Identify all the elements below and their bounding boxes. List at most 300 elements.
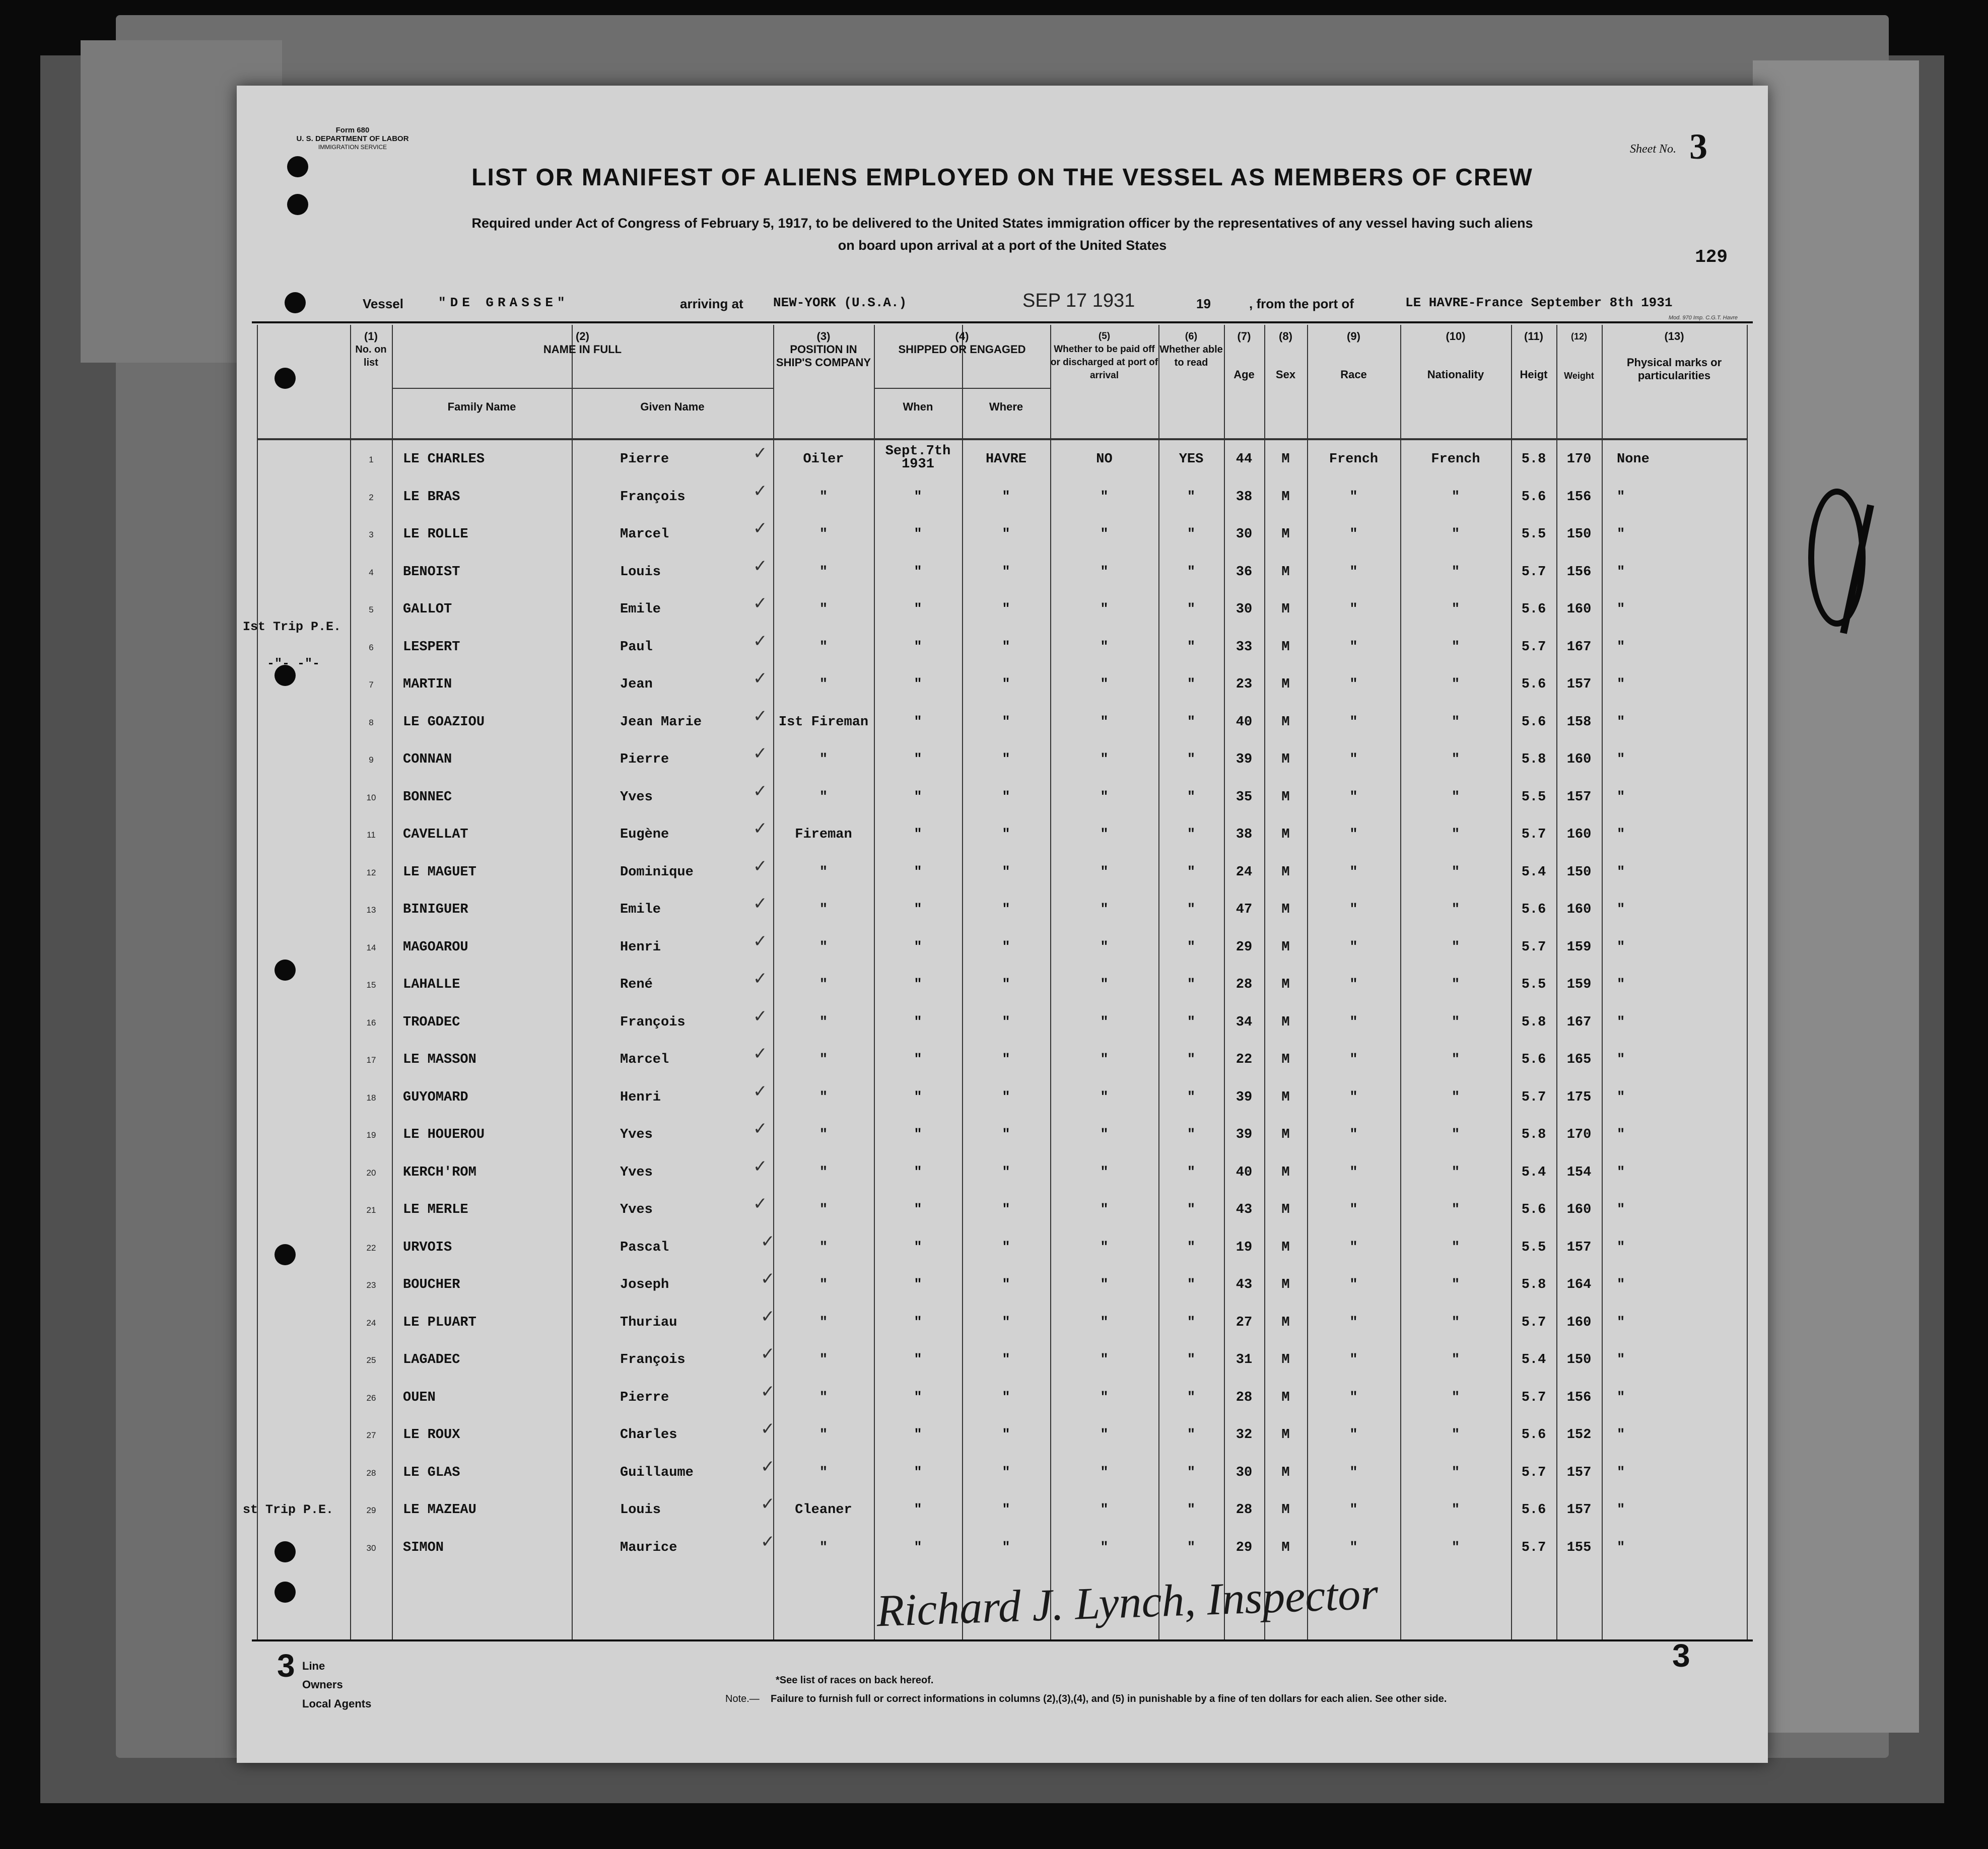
cell-marks: " <box>1617 1502 1625 1518</box>
footer-local-agents: Local Agents <box>302 1697 372 1710</box>
check-mark-icon: ✓ <box>753 1044 768 1064</box>
cell-when: " <box>914 902 922 917</box>
check-mark-icon: ✓ <box>753 856 768 876</box>
check-mark-icon: ✓ <box>761 1456 775 1477</box>
cell-marks: " <box>1617 639 1625 655</box>
cell-height: 5.6 <box>1521 902 1546 917</box>
cell-nationality: " <box>1451 527 1460 542</box>
cell-nationality: " <box>1451 1390 1460 1405</box>
rule <box>252 1639 1753 1641</box>
sheet-number <box>1630 126 1707 168</box>
cell-when: " <box>914 1390 922 1405</box>
cell-read: " <box>1187 677 1196 692</box>
cell-age: 30 <box>1236 1465 1253 1480</box>
cell-sex: M <box>1281 1240 1290 1255</box>
cell-paid: " <box>1100 977 1109 992</box>
form-number: Form 680 <box>335 126 370 134</box>
footer-note: Failure to furnish full or correct informations in columns (2),(3),(4), and (5) in punishable by a fine of ten dollars for each alien. See other side. <box>771 1693 1447 1704</box>
cell-height: 5.6 <box>1521 677 1546 692</box>
cell-weight: 154 <box>1566 1165 1592 1180</box>
cell-weight: 165 <box>1566 1052 1592 1067</box>
cell-family: LE ROUX <box>403 1427 460 1443</box>
cell-when: " <box>914 864 922 880</box>
cell-height: 5.7 <box>1521 939 1546 955</box>
header-sex: (8) Sex <box>1275 330 1296 381</box>
cell-read: " <box>1187 1352 1196 1367</box>
row-number: 23 <box>366 1280 376 1290</box>
row-number: 3 <box>369 530 374 539</box>
from-label: , from the port of <box>1249 296 1354 311</box>
cell-sex: M <box>1281 1202 1290 1217</box>
cell-position: Ist Fireman <box>778 714 869 730</box>
row-number: 18 <box>366 1092 376 1103</box>
table-row <box>257 629 1748 666</box>
cell-weight: 158 <box>1566 714 1592 730</box>
cell-sex: M <box>1281 1014 1290 1030</box>
cell-marks: " <box>1617 902 1625 917</box>
cell-when: " <box>914 527 922 542</box>
cell-family: BONNEC <box>403 789 452 805</box>
cell-given: Yves <box>620 1127 653 1142</box>
cell-marks: " <box>1617 1165 1625 1180</box>
cell-nationality: " <box>1451 752 1460 767</box>
row-number: 20 <box>366 1168 376 1178</box>
cell-family: LE MAGUET <box>403 864 476 880</box>
cell-when: " <box>914 1277 922 1292</box>
cell-race: " <box>1349 939 1358 955</box>
cell-position: " <box>819 1089 828 1105</box>
inspector-signature: Richard J. Lynch, Inspector <box>875 1568 1379 1636</box>
cell-nationality: " <box>1451 1240 1460 1255</box>
cell-height: 5.7 <box>1521 564 1546 580</box>
form-identification <box>277 126 428 152</box>
cell-sex: M <box>1281 1315 1290 1330</box>
cell-height: 5.7 <box>1521 1315 1546 1330</box>
cell-nationality: " <box>1451 864 1460 880</box>
cell-position: " <box>819 1390 828 1405</box>
cell-nationality: " <box>1451 1127 1460 1142</box>
check-mark-icon: ✓ <box>753 593 768 613</box>
cell-race: " <box>1349 1540 1358 1555</box>
cell-race: " <box>1349 1165 1358 1180</box>
cell-paid: " <box>1100 864 1109 880</box>
cell-marks: " <box>1617 939 1625 955</box>
cell-family: LAHALLE <box>403 977 460 992</box>
cell-marks: " <box>1617 1315 1625 1330</box>
cell-paid: " <box>1100 714 1109 730</box>
header-paid-off: (5) Whether to be paid off or discharged at port of arrival <box>1050 331 1158 381</box>
cell-sex: M <box>1281 1390 1290 1405</box>
cell-marks: " <box>1617 714 1625 730</box>
cell-height: 5.6 <box>1521 1202 1546 1217</box>
cell-where: " <box>1002 639 1010 655</box>
cell-height: 5.8 <box>1521 1014 1546 1030</box>
cell-marks: " <box>1617 564 1625 580</box>
check-mark-icon: ✓ <box>753 668 768 689</box>
cell-where: " <box>1002 1127 1010 1142</box>
cell-where: " <box>1002 939 1010 955</box>
cell-age: 23 <box>1236 677 1253 692</box>
cell-weight: 175 <box>1566 1089 1592 1105</box>
cell-position: " <box>819 1465 828 1480</box>
table-row <box>257 704 1748 741</box>
cell-given: Maurice <box>620 1540 677 1555</box>
cell-where: " <box>1002 1502 1010 1518</box>
cell-sex: M <box>1281 639 1290 655</box>
cell-height: 5.5 <box>1521 527 1546 542</box>
cell-sex: M <box>1281 1127 1290 1142</box>
cell-age: 43 <box>1236 1277 1253 1292</box>
footer <box>237 1637 1768 1763</box>
subtitle-line1: Required under Act of Congress of February 5, 1917, to be delivered to the United States immigration officer by the representatives of any vessel having such aliens <box>471 216 1533 231</box>
cell-height: 5.4 <box>1521 1165 1546 1180</box>
cell-position: " <box>819 939 828 955</box>
cell-position: " <box>819 564 828 580</box>
cell-position: Cleaner <box>795 1502 852 1518</box>
cell-height: 5.6 <box>1521 489 1546 505</box>
cell-where: " <box>1002 677 1010 692</box>
cell-race: " <box>1349 789 1358 805</box>
cell-nationality: " <box>1451 1540 1460 1555</box>
cell-nationality: " <box>1451 1202 1460 1217</box>
cell-race: " <box>1349 1127 1358 1142</box>
cell-family: GALLOT <box>403 602 452 617</box>
cell-race: " <box>1349 1315 1358 1330</box>
cell-given: Henri <box>620 939 661 955</box>
table-row <box>257 966 1748 1004</box>
cell-weight: 159 <box>1566 977 1592 992</box>
row-number: 11 <box>367 830 376 840</box>
vessel-label: Vessel <box>363 296 403 311</box>
cell-height: 5.7 <box>1521 1089 1546 1105</box>
cell-marks: " <box>1617 789 1625 805</box>
check-mark-icon: ✓ <box>761 1494 775 1514</box>
row-number: 7 <box>369 680 374 690</box>
cell-age: 36 <box>1236 564 1253 580</box>
arriving-port: NEW-YORK (U.S.A.) <box>773 295 907 310</box>
cell-sex: M <box>1281 602 1290 617</box>
cell-position: " <box>819 639 828 655</box>
cell-where: " <box>1002 752 1010 767</box>
footer-note-label: Note.— <box>725 1693 760 1704</box>
page-number: 129 <box>1695 247 1728 267</box>
cell-sex: M <box>1281 677 1290 692</box>
row-number: 27 <box>366 1430 376 1440</box>
cell-race: " <box>1349 864 1358 880</box>
cell-paid: " <box>1100 1465 1109 1480</box>
cell-nationality: " <box>1451 677 1460 692</box>
cell-height: 5.6 <box>1521 1502 1546 1518</box>
cell-given: Pierre <box>620 752 669 767</box>
vessel-line <box>237 292 1768 317</box>
cell-position: " <box>819 602 828 617</box>
row-number: 16 <box>366 1017 376 1028</box>
cell-race: " <box>1349 1014 1358 1030</box>
cell-race: " <box>1349 489 1358 505</box>
cell-height: 5.5 <box>1521 977 1546 992</box>
table-row <box>257 478 1748 516</box>
header-when: When <box>903 400 933 413</box>
cell-height: 5.7 <box>1521 639 1546 655</box>
cell-when: " <box>914 1540 922 1555</box>
cell-sex: M <box>1281 452 1290 467</box>
cell-family: LE PLUART <box>403 1315 476 1330</box>
cell-given: Emile <box>620 602 661 617</box>
cell-sex: M <box>1281 489 1290 505</box>
cell-age: 40 <box>1236 714 1253 730</box>
cell-family: LE ROLLE <box>403 527 468 542</box>
cell-race: " <box>1349 1352 1358 1367</box>
check-mark-icon: ✓ <box>753 481 768 501</box>
cell-weight: 157 <box>1566 1502 1592 1518</box>
cell-position: " <box>819 1427 828 1443</box>
cell-age: 29 <box>1236 1540 1253 1555</box>
check-mark-icon: ✓ <box>753 781 768 801</box>
cell-age: 29 <box>1236 939 1253 955</box>
cell-age: 27 <box>1236 1315 1253 1330</box>
cell-read: YES <box>1179 452 1204 467</box>
cell-height: 5.7 <box>1521 1540 1546 1555</box>
cell-where: " <box>1002 827 1010 842</box>
cell-sex: M <box>1281 1540 1290 1555</box>
cell-read: " <box>1187 827 1196 842</box>
cell-when: " <box>914 1089 922 1105</box>
cell-given: Charles <box>620 1427 677 1443</box>
cell-position: " <box>819 1127 828 1142</box>
cell-given: Henri <box>620 1089 661 1105</box>
header-read: (6) Whether able to read <box>1159 331 1223 368</box>
row-number: 1 <box>369 455 374 464</box>
cell-weight: 157 <box>1566 1240 1592 1255</box>
cell-age: 39 <box>1236 752 1253 767</box>
cell-position: " <box>819 1165 828 1180</box>
cell-position: " <box>819 977 828 992</box>
cell-read: " <box>1187 527 1196 542</box>
cell-read: " <box>1187 1427 1196 1443</box>
cell-paid: " <box>1100 1165 1109 1180</box>
cell-where: " <box>1002 1540 1010 1555</box>
cell-race: " <box>1349 564 1358 580</box>
cell-marks: " <box>1617 1277 1625 1292</box>
cell-weight: 160 <box>1566 602 1592 617</box>
header-weight: (12) Weight <box>1564 331 1594 381</box>
cell-nationality: " <box>1451 602 1460 617</box>
cell-where: " <box>1002 902 1010 917</box>
check-mark-icon: ✓ <box>761 1531 775 1552</box>
cell-age: 38 <box>1236 489 1253 505</box>
subtitle-line2: on board upon arrival at a port of the United States <box>838 238 1167 253</box>
cell-where: " <box>1002 564 1010 580</box>
cell-height: 5.4 <box>1521 1352 1546 1367</box>
cell-paid: " <box>1100 639 1109 655</box>
cell-where: " <box>1002 1052 1010 1067</box>
cell-when: " <box>914 1014 922 1030</box>
cell-where: " <box>1002 1390 1010 1405</box>
cell-when: " <box>914 789 922 805</box>
cell-family: KERCH'ROM <box>403 1165 476 1180</box>
cell-paid: " <box>1100 1277 1109 1292</box>
cell-nationality: " <box>1451 902 1460 917</box>
background-sheet-edge <box>1753 60 1919 1733</box>
cell-paid: " <box>1100 1052 1109 1067</box>
cell-where: " <box>1002 1202 1010 1217</box>
header-name: (2) NAME IN FULL <box>543 330 622 356</box>
year-label: 19 <box>1196 296 1211 311</box>
cell-family: LE MASSON <box>403 1052 476 1067</box>
cell-sex: M <box>1281 1502 1290 1518</box>
cell-height: 5.8 <box>1521 1277 1546 1292</box>
cell-race: " <box>1349 827 1358 842</box>
table-row <box>257 1341 1748 1379</box>
cell-paid: " <box>1100 1427 1109 1443</box>
cell-weight: 167 <box>1566 639 1592 655</box>
cell-marks: " <box>1617 1390 1625 1405</box>
cell-height: 5.8 <box>1521 752 1546 767</box>
cell-race: " <box>1349 639 1358 655</box>
cell-family: SIMON <box>403 1540 444 1555</box>
cell-family: MARTIN <box>403 677 452 692</box>
cell-race: " <box>1349 1465 1358 1480</box>
header-race: (9) Race <box>1340 330 1367 381</box>
check-mark-icon: ✓ <box>753 1081 768 1102</box>
cell-paid: " <box>1100 1390 1109 1405</box>
cell-read: " <box>1187 1277 1196 1292</box>
cell-when: " <box>914 677 922 692</box>
row-number: 4 <box>369 567 374 577</box>
service: IMMIGRATION SERVICE <box>318 144 387 151</box>
cell-read: " <box>1187 489 1196 505</box>
cell-family: OUEN <box>403 1390 436 1405</box>
cell-paid: " <box>1100 827 1109 842</box>
header-family-name: Family Name <box>447 400 516 413</box>
cell-when: " <box>914 1165 922 1180</box>
cell-sex: M <box>1281 752 1290 767</box>
footer-sheet-number-left: 3 <box>277 1648 295 1684</box>
cell-race: " <box>1349 752 1358 767</box>
cell-marks: " <box>1617 864 1625 880</box>
cell-marks: " <box>1617 827 1625 842</box>
header-where: Where <box>989 400 1023 413</box>
cell-age: 38 <box>1236 827 1253 842</box>
cell-where: " <box>1002 1165 1010 1180</box>
check-mark-icon: ✓ <box>761 1344 775 1364</box>
cell-where: " <box>1002 1089 1010 1105</box>
cell-family: LE GOAZIOU <box>403 714 485 730</box>
cell-read: " <box>1187 1089 1196 1105</box>
cell-paid: " <box>1100 1352 1109 1367</box>
header-height: (11) Heigt <box>1520 330 1548 381</box>
table-row <box>257 1191 1748 1229</box>
cell-family: LAGADEC <box>403 1352 460 1367</box>
check-mark-icon: ✓ <box>761 1419 775 1439</box>
cell-read: " <box>1187 1127 1196 1142</box>
cell-age: 22 <box>1236 1052 1253 1067</box>
check-mark-icon: ✓ <box>753 706 768 726</box>
cell-paid: " <box>1100 1315 1109 1330</box>
check-mark-icon: ✓ <box>753 1006 768 1026</box>
row-number: 26 <box>366 1393 376 1403</box>
cell-paid: " <box>1100 902 1109 917</box>
check-mark-icon: ✓ <box>753 518 768 538</box>
footer-owners: Owners <box>302 1678 343 1691</box>
cell-family: BOUCHER <box>403 1277 460 1292</box>
cell-sex: M <box>1281 1465 1290 1480</box>
row-number: 8 <box>369 717 374 727</box>
cell-nationality: " <box>1451 639 1460 655</box>
cell-height: 5.6 <box>1521 714 1546 730</box>
cell-read: " <box>1187 714 1196 730</box>
cell-nationality: " <box>1451 1427 1460 1443</box>
cell-where: " <box>1002 1277 1010 1292</box>
row-number: 9 <box>369 755 374 765</box>
check-mark-icon: ✓ <box>761 1231 775 1252</box>
cell-family: CAVELLAT <box>403 827 468 842</box>
table-row <box>257 891 1748 929</box>
row-number: 12 <box>366 867 376 877</box>
cell-sex: M <box>1281 977 1290 992</box>
manifest-table <box>257 325 1748 1639</box>
cell-given: Thuriau <box>620 1315 677 1330</box>
cell-sex: M <box>1281 939 1290 955</box>
cell-nationality: " <box>1451 1502 1460 1518</box>
cell-height: 5.4 <box>1521 864 1546 880</box>
cell-sex: M <box>1281 864 1290 880</box>
cell-race: " <box>1349 677 1358 692</box>
cell-position: Oiler <box>803 452 844 467</box>
cell-family: LE MERLE <box>403 1202 468 1217</box>
cell-family: LE CHARLES <box>403 452 485 467</box>
cell-paid: " <box>1100 1202 1109 1217</box>
cell-race: " <box>1349 714 1358 730</box>
cell-paid: " <box>1100 602 1109 617</box>
cell-where: " <box>1002 1315 1010 1330</box>
check-mark-icon: ✓ <box>753 969 768 989</box>
cell-given: Marcel <box>620 527 669 542</box>
cell-nationality: " <box>1451 1277 1460 1292</box>
cell-weight: 167 <box>1566 1014 1592 1030</box>
table-row <box>257 1379 1748 1417</box>
cell-given: Guillaume <box>620 1465 694 1480</box>
cell-age: 39 <box>1236 1089 1253 1105</box>
cell-where: HAVRE <box>985 452 1026 467</box>
cell-weight: 156 <box>1566 489 1592 505</box>
cell-position: " <box>819 1540 828 1555</box>
cell-weight: 157 <box>1566 677 1592 692</box>
table-row <box>257 666 1748 704</box>
cell-read: " <box>1187 564 1196 580</box>
cell-position: " <box>819 1202 828 1217</box>
cell-family: LESPERT <box>403 639 460 655</box>
cell-given: Paul <box>620 639 653 655</box>
cell-age: 24 <box>1236 864 1253 880</box>
cell-family: CONNAN <box>403 752 452 767</box>
row-number: 30 <box>366 1543 376 1553</box>
margin-note-row28: st Trip P.E. <box>243 1502 334 1517</box>
cell-position: " <box>819 489 828 505</box>
cell-age: 28 <box>1236 1390 1253 1405</box>
table-row <box>257 441 1748 478</box>
cell-when: " <box>914 752 922 767</box>
cell-weight: 170 <box>1566 452 1592 467</box>
cell-height: 5.6 <box>1521 1052 1546 1067</box>
sheet-label: Sheet No. <box>1630 143 1676 156</box>
cell-age: 32 <box>1236 1427 1253 1443</box>
cell-nationality: " <box>1451 1165 1460 1180</box>
cell-age: 35 <box>1236 789 1253 805</box>
cell-family: LE HOUEROU <box>403 1127 485 1142</box>
cell-height: 5.8 <box>1521 1127 1546 1142</box>
department: U. S. DEPARTMENT OF LABOR <box>296 134 409 143</box>
